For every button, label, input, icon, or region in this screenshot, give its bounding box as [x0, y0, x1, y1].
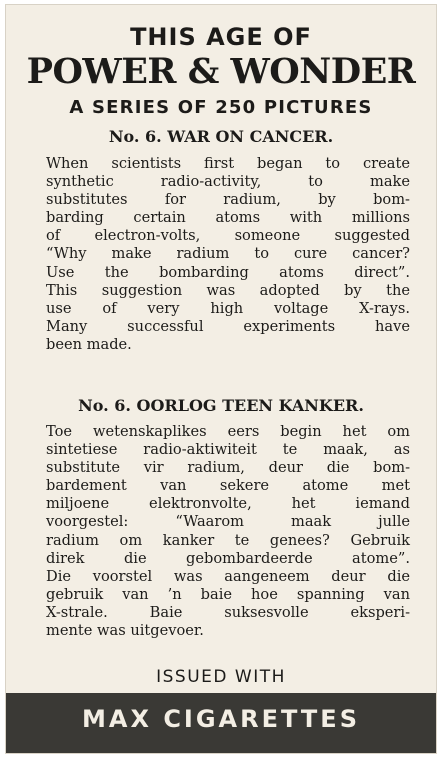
text-line: gebruik van ’n baie hoe spanning van — [46, 585, 410, 603]
text-line: “Why make radium to cure cancer? — [46, 245, 410, 263]
text-line: bardement van sekere atome met — [46, 477, 410, 495]
text-line: This suggestion was adopted by the — [46, 281, 410, 299]
text-line: mente was uitgevoer. — [46, 622, 204, 640]
text-line: substitute vir radium, deur die bom- — [46, 459, 410, 477]
text-line: When scientists first began to create — [46, 155, 410, 172]
text-line: Die voorstel was aangeneem deur die — [46, 567, 410, 585]
text-line: use of very high voltage X-rays. — [46, 299, 410, 317]
series-subtitle: A SERIES OF 250 PICTURES — [69, 97, 373, 118]
text-line: voorgestel: “Waarom maak julle — [46, 513, 410, 531]
text-line: Use the bombarding atoms direct”. — [46, 263, 410, 281]
text-line: sintetiese radio-aktiwiteit te maak, as — [46, 441, 410, 459]
cigarette-card — [6, 5, 436, 753]
text-line: of electron-volts, someone suggested — [46, 227, 410, 245]
text-line: been made. — [46, 335, 132, 353]
brand-band — [6, 693, 436, 753]
card-title-english: No. 6. WAR ON CANCER. — [108, 127, 334, 146]
text-line: direk die gebombardeerde atome”. — [46, 549, 410, 567]
text-line: Toe wetenskaplikes eers begin het om — [46, 423, 410, 440]
text-line: X-strale. Baie suksesvolle eksperi- — [46, 603, 410, 621]
series-title-line1: THIS AGE OF — [130, 23, 312, 51]
text-line: barding certain atoms with millions — [46, 209, 410, 227]
series-title-line2: POWER & WONDER — [26, 51, 416, 92]
text-line: substitutes for radium, by bom- — [46, 191, 410, 209]
paragraph-afrikaans — [46, 423, 410, 640]
card-title-afrikaans: No. 6. OORLOG TEEN KANKER. — [78, 396, 364, 415]
text-line: Many successful experiments have — [46, 317, 410, 335]
text-line: synthetic radio-activity, to make — [46, 173, 410, 191]
text-line: miljoene elektronvolte, het iemand — [46, 495, 410, 513]
paragraph-english — [46, 155, 410, 354]
issued-with-label: ISSUED WITH — [156, 667, 286, 687]
text-line: radium om kanker te genees? Gebruik — [46, 531, 410, 549]
brand-name: MAX CIGARETTES — [82, 705, 360, 733]
